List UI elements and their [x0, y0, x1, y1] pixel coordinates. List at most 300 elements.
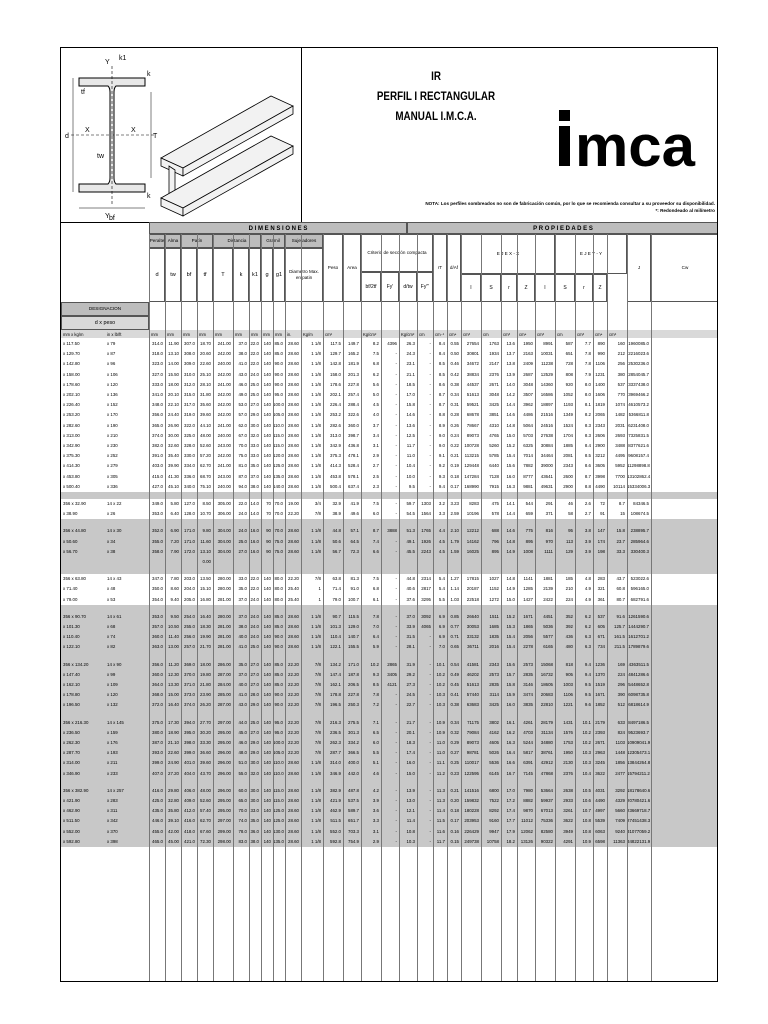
row-cell: 16.0: [250, 528, 259, 534]
row-cell: 3.1: [372, 443, 379, 448]
row-cell: 6.90: [170, 528, 179, 534]
row-cell: 2081: [563, 453, 573, 459]
row-cell: 169: [617, 661, 625, 667]
row-cell: 8283: [469, 501, 479, 506]
row-designation-in: x 159: [107, 729, 118, 735]
row-cell: 43.70: [200, 770, 211, 776]
row-cell: 30.0: [250, 787, 259, 793]
row-cell: 140: [263, 432, 271, 438]
row-cell: 70: [266, 501, 271, 506]
row-cell: 15.9: [506, 692, 515, 698]
row-cell: 4703: [523, 729, 533, 735]
row-cell: 0.17: [450, 483, 459, 489]
row-cell: 98781: [466, 750, 479, 756]
row-cell: 398.0: [184, 740, 195, 745]
row-cell: 1027: [489, 576, 499, 582]
row-cell: 206.5: [348, 682, 359, 687]
column-divider: [593, 234, 594, 982]
row-designation-in: x 87: [107, 351, 116, 357]
row-cell: 18.5: [406, 381, 415, 387]
row-cell: 8.2: [372, 341, 379, 346]
row-cell: 21.10: [168, 740, 179, 745]
row-cell: 15.2: [506, 613, 515, 619]
row-cell: 236.5: [330, 729, 341, 735]
row-cell: 34822131.9: [627, 838, 651, 844]
row-cell: 287.00: [217, 671, 231, 677]
row-cell: 6.6: [372, 548, 379, 554]
row-cell: 147.4: [330, 671, 341, 677]
row-cell: 3.3: [438, 511, 445, 517]
row-cell: 140: [263, 682, 271, 687]
row-cell: 1 1/8: [311, 798, 321, 803]
row-cell: 1261590.6: [628, 613, 649, 619]
row-cell: 9.4: [584, 661, 591, 667]
sub-header-8: g1: [273, 248, 285, 302]
table-row: [61, 595, 718, 605]
row-cell: 34880: [540, 740, 553, 745]
unit-3: mm: [167, 332, 174, 337]
table-row: [61, 690, 718, 700]
row-cell: 37.0: [238, 341, 247, 346]
row-designation-mm: x 421.90: [63, 798, 80, 803]
row-cell: 1008: [523, 548, 533, 554]
row-cell: 20.1: [406, 729, 415, 735]
row-cell: 5536: [489, 760, 499, 766]
row-cell: 334.2: [348, 740, 359, 745]
row-cell: 2409: [523, 361, 533, 367]
row-cell: 47868: [540, 770, 553, 776]
row-cell: -: [395, 432, 397, 438]
row-cell: 1671: [595, 692, 605, 698]
row-designation-in: x 193: [107, 750, 118, 756]
row-cell: 28.60: [288, 770, 299, 776]
column-divider: [323, 234, 324, 982]
unit-24: cm⁴: [519, 332, 527, 337]
row-cell: 3146: [523, 682, 533, 687]
row-cell: 242.00: [217, 402, 231, 408]
group-separator: [61, 605, 718, 612]
row-designation-mm: x 101.30: [63, 624, 80, 629]
row-cell: 35.0: [238, 586, 247, 592]
column-divider: [481, 234, 482, 982]
row-cell: 33.30: [200, 740, 211, 745]
row-cell: 18.00: [200, 661, 211, 667]
row-cell: 2.9: [372, 838, 379, 844]
row-cell: 3048: [523, 381, 533, 387]
row-cell: 12212: [466, 528, 479, 534]
row-cell: 25.0: [250, 392, 259, 397]
row-cell: 394.0: [184, 719, 195, 725]
row-cell: 6325: [523, 443, 533, 448]
row-cell: 314.0: [330, 760, 341, 766]
row-cell: 16732: [540, 671, 553, 677]
row-cell: -: [395, 838, 397, 844]
row-cell: 113215: [464, 453, 479, 459]
row-cell: -: [395, 361, 397, 367]
row-cell: 4.0: [372, 412, 379, 418]
row-designation-mm: x 226.40: [63, 402, 80, 408]
row-cell: 162.1: [330, 682, 341, 687]
row-cell: 500.4: [330, 483, 341, 489]
row-cell: -: [429, 740, 431, 745]
row-cell: 125.0: [273, 818, 284, 824]
row-cell: 371.0: [184, 682, 195, 687]
row-cell: 24.0: [238, 528, 247, 534]
row-cell: -: [429, 729, 431, 735]
row-cell: 15334006.3: [627, 483, 651, 489]
table-row: [61, 547, 718, 557]
unit-11: in.: [287, 332, 292, 337]
row-cell: 7.5: [372, 576, 379, 582]
row-cell: 13.10: [200, 548, 211, 554]
row-cell: 552.0: [330, 828, 341, 834]
row-cell: 281.00: [217, 624, 231, 629]
row-cell: 480: [565, 644, 573, 650]
row-cell: 5703: [523, 432, 533, 438]
column-divider: [361, 234, 362, 982]
row-cell: 22.0: [250, 361, 259, 367]
row-cell: 30.0: [250, 760, 259, 766]
row-cell: 1 1/8: [311, 392, 321, 397]
group-separator: [61, 567, 718, 574]
row-cell: 4.2: [372, 787, 379, 793]
row-cell: 43.0: [238, 371, 247, 377]
row-cell: 1106: [595, 361, 605, 367]
row-cell: 8.3: [584, 432, 591, 438]
row-cell: 125.7: [614, 624, 625, 629]
row-cell: 90.0: [274, 634, 283, 640]
row-cell: 2.7: [584, 511, 591, 517]
row-cell: 7/8: [314, 719, 321, 725]
row-cell: 122.1: [330, 644, 341, 650]
row-cell: 295.00: [217, 740, 231, 745]
column-divider: [233, 234, 234, 982]
row-cell: 28.60: [288, 483, 299, 489]
row-cell: 16.0: [506, 473, 515, 479]
row-cell: 1448: [615, 750, 625, 756]
row-cell: 241.00: [217, 341, 231, 346]
row-cell: 21516: [540, 412, 553, 418]
column-divider: [417, 234, 418, 982]
row-cell: 537: [617, 381, 625, 387]
row-cell: 3969466.2: [628, 392, 649, 397]
row-cell: 404.0: [184, 770, 195, 776]
row-designation-in: 14 x 90: [107, 661, 122, 667]
row-cell: 20187: [466, 586, 479, 592]
row-cell: 140: [263, 828, 271, 834]
row-cell: 4363511.5: [628, 661, 649, 667]
row-cell: 70.0: [238, 443, 247, 448]
row-cell: 287.00: [217, 702, 231, 708]
row-cell: 23.7: [616, 538, 625, 544]
row-cell: 81.0: [238, 463, 247, 469]
row-designation-mm: x 287.70: [63, 750, 80, 756]
row-designation-in: x 230: [107, 443, 118, 448]
row-cell: 226429: [464, 828, 479, 834]
row-cell: 11.1: [436, 760, 445, 766]
row-cell: 275.5: [348, 719, 359, 725]
row-cell: 0.28: [450, 412, 459, 418]
table-row: [61, 642, 718, 652]
row-cell: 79.0: [332, 596, 341, 602]
row-cell: 8.7: [584, 473, 591, 479]
row-cell: 0.26: [450, 422, 459, 428]
row-cell: 3949: [563, 828, 573, 834]
dimensiones-heading: D I M E N S I O N E S: [248, 226, 308, 232]
row-cell: 8.3: [584, 422, 591, 428]
row-cell: -: [429, 412, 431, 418]
row-cell: 7/8: [314, 511, 321, 517]
row-cell: 51613: [466, 392, 479, 397]
row-cell: 53.0: [238, 402, 247, 408]
row-cell: 10.9: [582, 838, 591, 844]
row-cell: 140: [263, 422, 271, 428]
row-cell: 1524: [563, 422, 573, 428]
row-cell: 140: [263, 443, 271, 448]
eje-xx-header: E J E X - X: [461, 234, 555, 274]
row-cell: 4.9: [584, 596, 591, 602]
row-cell: 32.60: [168, 443, 179, 448]
group-separator: [61, 492, 718, 499]
row-cell: 36.0: [250, 828, 259, 834]
row-cell: -: [429, 661, 431, 667]
row-cell: 523022.6: [630, 576, 649, 582]
row-cell: 346.9: [330, 770, 341, 776]
row-cell: 2835: [523, 671, 533, 677]
row-cell: 27.0: [250, 729, 259, 735]
row-cell: 3474: [523, 692, 533, 698]
row-cell: 15.2: [506, 443, 515, 448]
row-cell: 7/8: [314, 692, 321, 698]
row-cell: 4291: [563, 838, 573, 844]
row-cell: 70.0: [274, 528, 283, 534]
row-cell: 1789879.6: [628, 644, 649, 650]
row-cell: 115.5: [348, 613, 359, 619]
unit-20: cm⁴: [449, 332, 457, 337]
row-cell: 7980: [523, 787, 533, 793]
imca-logo: [555, 98, 700, 178]
row-cell: 4841286.6: [628, 671, 649, 677]
axis-sub-5: S: [555, 274, 575, 302]
row-cell: 10.2: [370, 661, 379, 667]
row-cell: 185: [565, 576, 573, 582]
row-cell: 15: [620, 511, 625, 517]
table-row: [61, 670, 718, 680]
row-cell: 304.00: [217, 548, 231, 554]
row-cell: 128.0: [184, 511, 195, 517]
row-designation-in: x 336: [107, 483, 118, 489]
row-cell: 308.0: [184, 351, 195, 357]
row-designation-in: x 176: [107, 740, 118, 745]
column-divider: [575, 234, 576, 982]
row-cell: 336.0: [184, 473, 195, 479]
row-cell: 465.0: [152, 838, 163, 844]
row-cell: 8.60: [170, 586, 179, 592]
table-row: [61, 769, 718, 779]
row-cell: 60.0: [238, 787, 247, 793]
row-cell: 5244: [523, 740, 533, 745]
row-cell: 2.59: [450, 511, 459, 517]
row-cell: 15.8: [616, 528, 625, 534]
row-cell: 40.6: [406, 586, 415, 592]
row-cell: 7.90: [170, 548, 179, 554]
row-cell: 360.0: [152, 671, 163, 677]
row-cell: 14.2: [506, 392, 515, 397]
row-cell: 3295: [421, 596, 431, 602]
row-cell: 30884: [540, 443, 553, 448]
row-cell: 17.7: [506, 818, 515, 824]
row-cell: 295.00: [217, 729, 231, 735]
row-cell: 728: [565, 361, 573, 367]
row-cell: 2477: [615, 770, 625, 776]
table-row: [61, 622, 718, 632]
row-cell: 39.10: [168, 818, 179, 824]
row-cell: 6.3: [584, 644, 591, 650]
row-cell: -: [395, 596, 397, 602]
unit-7: mm: [235, 332, 242, 337]
row-cell: 3/4: [314, 501, 321, 506]
row-cell: 4486: [523, 412, 533, 418]
row-cell: 242.00: [217, 392, 231, 397]
row-cell: 54.5: [406, 511, 415, 517]
row-cell: 67.0: [238, 432, 247, 438]
row-designation-in: x 120: [107, 381, 118, 387]
row-cell: 2278: [523, 644, 533, 650]
row-cell: 46: [568, 501, 573, 506]
row-cell: 140: [263, 661, 271, 667]
row-cell: 17.2: [506, 798, 515, 803]
row-cell: 12.30: [168, 671, 179, 677]
row-cell: -: [395, 453, 397, 459]
row-cell: 0.32: [450, 729, 459, 735]
row-cell: 5577: [543, 634, 553, 640]
row-cell: 16.0: [506, 702, 515, 708]
row-cell: 30053: [466, 624, 479, 629]
row-cell: 7/8: [314, 750, 321, 756]
row-cell: 1 1/8: [311, 838, 321, 844]
row-cell: 6818614.9: [628, 702, 649, 708]
row-cell: 7/8: [314, 576, 321, 582]
row-cell: 19.80: [200, 671, 211, 677]
row-cell: 475: [491, 501, 499, 506]
row-cell: 140: [263, 341, 271, 346]
row-cell: 6165: [543, 644, 553, 650]
row-cell: 41.0: [238, 361, 247, 367]
row-cell: 9.3: [438, 473, 445, 479]
row-cell: 57440: [466, 692, 479, 698]
row-cell: 352: [565, 613, 573, 619]
row-cell: 140: [263, 760, 271, 766]
row-cell: 1835: [489, 634, 499, 640]
section-drawing: [61, 48, 302, 222]
unit-in-lb: in x lb/ft: [107, 332, 122, 337]
row-designation-mm: x 50.60: [63, 538, 78, 544]
row-cell: 44.0: [238, 719, 247, 725]
row-cell: 24.3: [406, 351, 415, 357]
row-cell: 42.00: [168, 828, 179, 834]
row-cell: 2.5: [372, 473, 379, 479]
row-cell: 1519: [595, 682, 605, 687]
row-cell: 2343: [563, 463, 573, 469]
row-cell: 62.0: [238, 422, 247, 428]
row-cell: 79084: [466, 729, 479, 735]
row-cell: 16.0: [250, 538, 259, 544]
row-cell: 2.10: [450, 528, 459, 534]
row-cell: 22.20: [288, 576, 299, 582]
row-cell: 754.9: [348, 838, 359, 844]
row-cell: 46.0: [238, 740, 247, 745]
row-cell: 35.60: [200, 402, 211, 408]
unit-19: cm⁻¹: [435, 332, 445, 337]
row-cell: 12529: [540, 371, 553, 377]
row-cell: 2606: [595, 432, 605, 438]
row-cell: 363.0: [152, 644, 163, 650]
row-cell: 24.0: [250, 624, 259, 629]
row-cell: 14.1: [506, 501, 515, 506]
unit-15: Kg/cm²: [363, 332, 377, 337]
criterio-sub-2: d/tw: [399, 272, 417, 302]
row-cell: 1431: [563, 719, 573, 725]
row-cell: 10.7: [582, 808, 591, 814]
row-cell: 37.0: [238, 671, 247, 677]
row-cell: -: [429, 371, 431, 377]
row-cell: 10.4: [406, 463, 415, 469]
row-cell: 9.5: [584, 682, 591, 687]
row-cell: 140: [263, 351, 271, 357]
row-cell: 31.9: [406, 661, 415, 667]
row-cell: 416.0: [184, 818, 195, 824]
row-cell: -: [429, 787, 431, 793]
column-divider: [651, 234, 652, 982]
row-cell: 105.0: [273, 750, 284, 756]
axis-sub-0: I: [461, 274, 481, 302]
row-cell: 21.80: [200, 682, 211, 687]
row-cell: 28.60: [288, 634, 299, 640]
row-cell: 286.00: [217, 661, 231, 667]
row-cell: -: [429, 473, 431, 479]
row-cell: 17.4: [506, 808, 515, 814]
row-cell: 297.00: [217, 719, 231, 725]
row-cell: 24.0: [250, 634, 259, 640]
row-cell: 1960085.0: [628, 341, 649, 346]
row-designation-mm: x 110.40: [63, 634, 80, 640]
row-cell: 7.5: [372, 501, 379, 506]
row-cell: 1564: [421, 511, 431, 517]
row-cell: 9.4: [438, 483, 445, 489]
row-designation-mm: 356 x 134.20: [63, 661, 89, 667]
row-cell: 8.1: [584, 402, 591, 408]
row-cell: 2147: [489, 361, 499, 367]
row-cell: 16.7: [506, 770, 515, 776]
row-cell: 72: [600, 501, 605, 506]
row-cell: 30801: [466, 351, 479, 357]
row-cell: 3.6: [372, 808, 379, 814]
row-cell: 117.5: [330, 341, 341, 346]
row-cell: 48.0: [238, 750, 247, 756]
row-cell: 6.40: [170, 511, 179, 517]
row-cell: 418.0: [184, 828, 195, 834]
row-cell: 2671: [595, 740, 605, 745]
title-line-2: PERFIL I RECTANGULAR: [376, 89, 496, 103]
row-cell: 140: [263, 412, 271, 418]
row-designation-mm: x 314.00: [63, 760, 80, 766]
row-cell: 2130: [563, 760, 573, 766]
row-cell: 10.3: [436, 702, 445, 708]
row-cell: 52.60: [200, 798, 211, 803]
row-cell: 2163: [523, 351, 533, 357]
cw-header: Cw: [651, 234, 718, 302]
row-designation-mm: x 38.90: [63, 511, 78, 517]
